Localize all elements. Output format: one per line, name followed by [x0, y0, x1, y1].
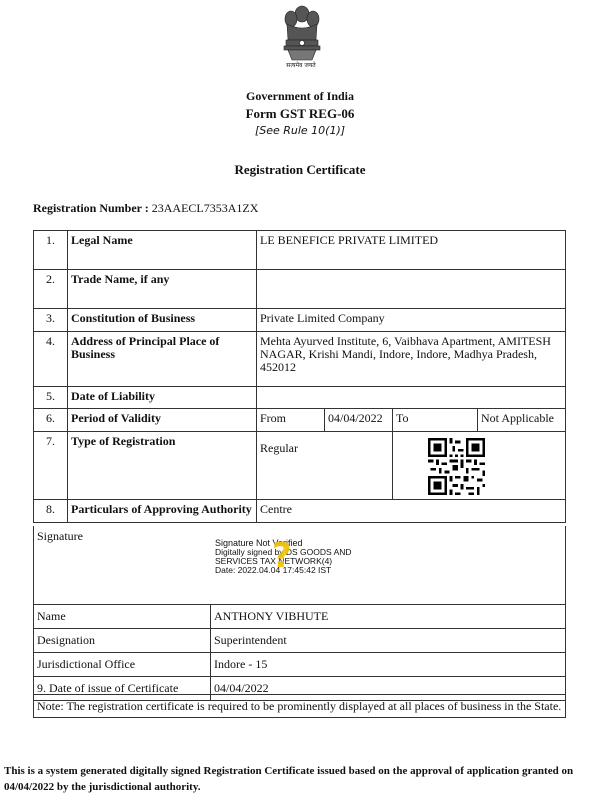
qr-code-cell: [393, 432, 566, 500]
row-value: Regular: [257, 432, 393, 500]
row-value: LE BENEFICE PRIVATE LIMITED: [257, 231, 566, 270]
row-label: Legal Name: [68, 231, 257, 270]
row-label: Type of Registration: [68, 432, 257, 500]
row-number: 2.: [34, 270, 68, 309]
table-row: [34, 500, 566, 523]
registration-number-label: Registration Number :: [33, 201, 149, 215]
row-number: 4.: [34, 332, 68, 387]
row-number: 8.: [34, 500, 68, 523]
row-number: 3.: [34, 309, 68, 332]
officer-field-value: Superintendent: [211, 629, 566, 653]
registration-number: [33, 201, 258, 216]
officer-field-label: Jurisdictional Office: [34, 653, 211, 677]
validity-to-label: To: [393, 409, 478, 432]
validity-to-date: Not Applicable: [478, 409, 566, 432]
table-row: [34, 231, 566, 270]
registration-number-value: 23AAECL7353A1ZX: [151, 201, 259, 215]
signature-unverified-icon: ?: [272, 536, 292, 576]
table-row: [34, 629, 566, 653]
validity-from-label: From: [257, 409, 325, 432]
form-heading: Form GST REG-06: [245, 106, 355, 121]
certificate-title: Registration Certificate: [234, 162, 366, 177]
row-label: Date of Liability: [68, 387, 257, 409]
validity-from-date: 04/04/2022: [325, 409, 393, 432]
registration-details-table: [33, 230, 566, 523]
row-value: Mehta Ayurved Institute, 6, Vaibhava Apartment, AMITESH NAGAR, Krishi Mandi, Indore, Indore, Madhya Pradesh, 452012: [257, 332, 566, 387]
table-row: [34, 409, 566, 432]
row-number: 7.: [34, 432, 68, 500]
qr-code-icon: [428, 438, 485, 495]
officer-details-table: [33, 604, 566, 701]
row-label: Trade Name, if any: [68, 270, 257, 309]
row-number: 1.: [34, 231, 68, 270]
row-number: 5.: [34, 387, 68, 409]
row-label: Address of Principal Place of Business: [68, 332, 257, 387]
signature-status: Signature Not Verified: [215, 538, 303, 548]
signature-box: [33, 526, 566, 605]
officer-field-value: ANTHONY VIBHUTE: [211, 605, 566, 629]
row-number: 6.: [34, 409, 68, 432]
officer-field-label: Name: [34, 605, 211, 629]
row-value: [257, 270, 566, 309]
table-row: [34, 387, 566, 409]
signature-date: Date: 2022.04.04 17:45:42 IST: [215, 565, 332, 575]
signature-label: Signature: [37, 529, 83, 543]
signature-line-1: Digitally signed by DS GOODS AND: [215, 547, 352, 557]
officer-field-label: Designation: [34, 629, 211, 653]
table-row: [34, 270, 566, 309]
table-row: [34, 653, 566, 677]
table-row: [34, 432, 566, 500]
footer-disclaimer: This is a system generated digitally signed Registration Certificate issued based on the approval of application granted on 04/04/2022 by the jurisdictional authority.: [4, 765, 574, 793]
table-row: [34, 605, 566, 629]
table-row: [34, 309, 566, 332]
rule-reference: [See Rule 10(1)]: [254, 124, 346, 137]
row-label: Particulars of Approving Authority: [68, 500, 257, 523]
row-label: Constitution of Business: [68, 309, 257, 332]
emblem-motto: सत्यमेव जयते: [286, 62, 316, 69]
table-row: [34, 332, 566, 387]
row-value: Centre: [257, 500, 566, 523]
officer-field-value: Indore - 15: [211, 653, 566, 677]
government-heading: Government of India: [246, 89, 354, 103]
officer-field-label: 9. Date of issue of Certificate: [34, 677, 211, 701]
signature-line-2: SERVICES TAX NETWORK(4): [215, 556, 333, 566]
row-value: [257, 387, 566, 409]
display-note: Note: The registration certificate is required to be prominently displayed at all places of business in the State.: [33, 694, 566, 718]
officer-field-value: 04/04/2022: [211, 677, 566, 701]
row-value: Private Limited Company: [257, 309, 566, 332]
row-label: Period of Validity: [68, 409, 257, 432]
